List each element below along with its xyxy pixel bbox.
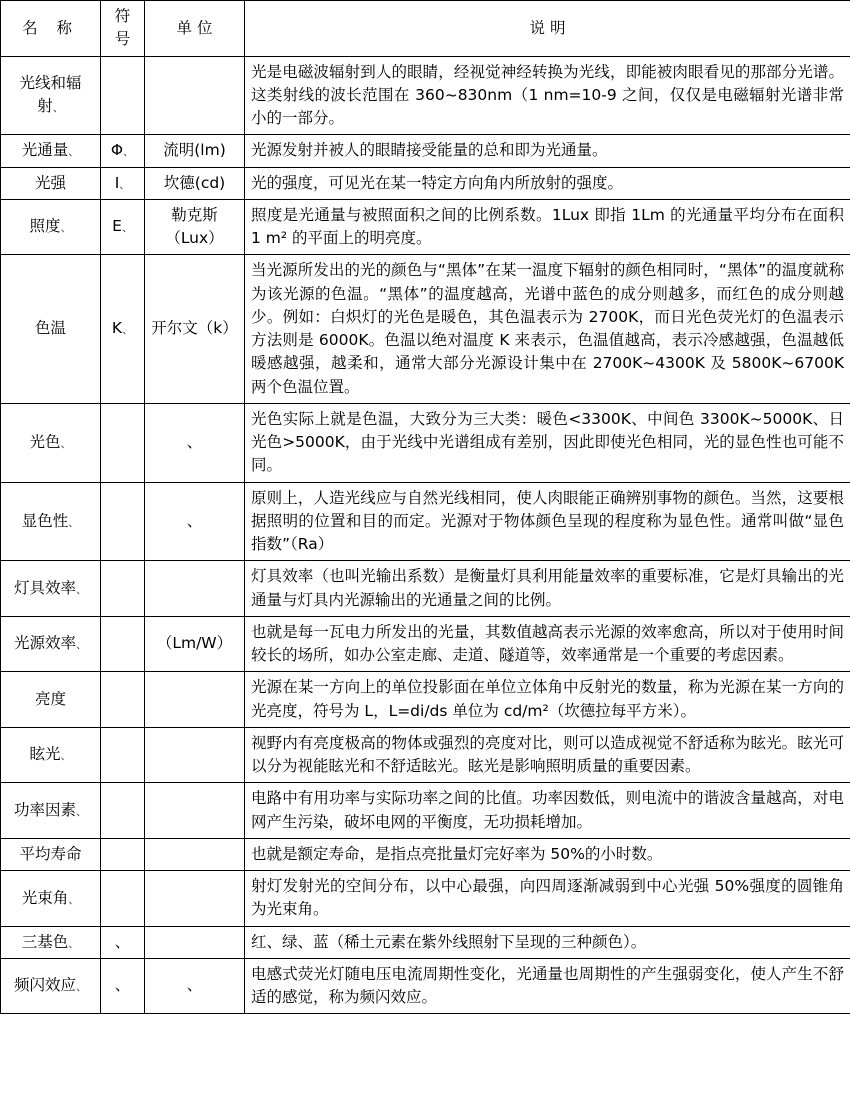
- table-row: [1, 672, 850, 728]
- cell-symbol-text: K: [111, 319, 123, 338]
- table-row: [1, 926, 850, 958]
- column-header-description: 说 明: [245, 1, 850, 57]
- cell-description: [245, 838, 850, 870]
- cell-symbol: [101, 199, 145, 255]
- cell-mark: 、: [119, 177, 131, 191]
- cell-symbol-text: E: [112, 217, 122, 236]
- cell-name: [1, 167, 101, 199]
- cell-symbol: [101, 783, 145, 839]
- cell-name-text: 平均寿命: [19, 844, 82, 863]
- cell-name-text: 三基色: [21, 932, 69, 951]
- column-header-symbol: [101, 1, 145, 57]
- cell-description-text: 也就是每一瓦电力所发出的光量，其数值越高表示光源的效率愈高，所以对于使用时间较长的场所，如办公室走廊、走道、隧道等，效率通常是一个重要的考虑因素。: [251, 622, 844, 664]
- cell-name: [1, 871, 101, 927]
- cell-unit: [145, 838, 245, 870]
- cell-unit: [145, 167, 245, 199]
- cell-mark: 、: [60, 437, 72, 450]
- cell-name: [1, 616, 101, 672]
- cell-unit: [145, 783, 245, 839]
- cell-mark: 、: [60, 221, 72, 235]
- cell-name-text: 功率因素: [13, 800, 76, 819]
- table-row: [1, 482, 850, 561]
- cell-unit: [145, 403, 245, 482]
- table-row: [1, 561, 850, 617]
- column-header-name: 名 称: [1, 1, 101, 57]
- cell-name: [1, 783, 101, 839]
- cell-name: [1, 56, 101, 135]
- table-row: [1, 255, 850, 404]
- cell-name-text: 光通量: [21, 141, 69, 160]
- cell-description: [245, 727, 850, 783]
- cell-symbol: [101, 403, 145, 482]
- cell-mark: 、: [68, 936, 80, 950]
- cell-mark: 、: [68, 515, 80, 529]
- cell-name: [1, 926, 101, 958]
- cell-unit: [145, 926, 245, 958]
- cell-mark: 、: [60, 749, 72, 763]
- cell-mark: 、: [68, 145, 80, 159]
- cell-unit-text: 勒克斯（Lux）: [165, 205, 224, 247]
- cell-mark: 、: [123, 145, 135, 159]
- cell-name-text: 光束角: [21, 888, 69, 907]
- cell-symbol: [101, 871, 145, 927]
- table-row: [1, 56, 850, 135]
- cell-description: [245, 672, 850, 728]
- cell-name: [1, 727, 101, 783]
- cell-description-text: 光是电磁波辐射到人的眼睛，经视觉神经转换为光线，即能被肉眼看见的那部分光谱。这类射线的波长范围在 360~830nm（1 nm=10-9 之间，仅仅是电磁辐射光谱非常小的一部分。: [251, 62, 844, 127]
- cell-description: [245, 783, 850, 839]
- cell-description-text: 当光源所发出的光的颜色与“黑体”在某一温度下辐射的颜色相同时，“黑体”的温度就称为该光源的色温。“黑体”的温度越高，光谱中蓝色的成分则越多，而红色的成分则越少。例如：白炽灯的光色是暖色，其色温表示为 2700K，而日光色荧光灯的色温表示方法则是 6000K。色温以绝对温度 K 来表示，色温值越高，表示冷感越强，色温越低暖感越强，越柔和，通常大部分光源设计集中在 2700K~4300K 及 5800K~6700K 两个色温位置。: [251, 261, 844, 396]
- table-row: [1, 958, 850, 1014]
- cell-name-text: 频闪效应: [13, 976, 76, 995]
- cell-symbol: [101, 255, 145, 404]
- cell-unit-text: 坎德(cd): [163, 173, 226, 192]
- cell-symbol: [101, 616, 145, 672]
- cell-name-text: 光强: [34, 173, 66, 192]
- cell-mark: 、: [76, 638, 87, 652]
- cell-description: [245, 926, 850, 958]
- cell-description: [245, 958, 850, 1014]
- cell-name: [1, 135, 101, 167]
- cell-name: [1, 199, 101, 255]
- cell-name: [1, 561, 101, 617]
- cell-description: [245, 135, 850, 167]
- cell-unit: [145, 672, 245, 728]
- cell-unit: [145, 727, 245, 783]
- cell-unit-text: 、: [186, 433, 203, 451]
- cell-description-text: 光源发射并被人的眼睛接受能量的总和即为光通量。: [251, 141, 608, 160]
- column-header-unit: 单 位: [145, 1, 245, 57]
- column-header-symbol-line1: 符: [114, 7, 131, 25]
- table-row: [1, 616, 850, 672]
- cell-mark: 、: [76, 804, 87, 818]
- cell-description: [245, 56, 850, 135]
- cell-description-text: 红、绿、蓝（稀土元素在紫外线照射下呈现的三种颜色）。: [251, 932, 647, 951]
- cell-symbol: [101, 167, 145, 199]
- cell-symbol: [101, 135, 145, 167]
- cell-description-text: 射灯发射光的空间分布，以中心最强，向四周逐渐减弱到中心光强 50%强度的圆锥角为光束角。: [251, 877, 844, 919]
- cell-description-text: 原则上，人造光线应与自然光线相同，使人肉眼能正确辨别事物的颜色。当然，这要根据照明的位置和目的而定。光源对于物体颜色呈现的程度称为显色性。通常叫做“显色指数”（Ra）: [251, 488, 844, 553]
- cell-unit-text: 、: [186, 511, 203, 530]
- cell-name-text: 眩光: [29, 745, 61, 764]
- cell-description-text: 照度是光通量与被照面积之间的比例系数。1Lux 即指 1Lm 的光通量平均分布在面积 1 m² 的平面上的明亮度。: [251, 205, 844, 247]
- cell-unit: [145, 561, 245, 617]
- cell-description-text: 光的强度，可见光在某一特定方向角内所放射的强度。: [251, 173, 624, 192]
- cell-symbol: [101, 838, 145, 870]
- cell-name-text: 显色性: [21, 511, 69, 530]
- cell-description-text: 光源在某一方向上的单位投影面在单位立体角中反射光的数量，称为光源在某一方向的光亮度，符号为 L，L=di/ds 单位为 cd/m²（坎德拉每平方米）。: [251, 678, 844, 720]
- table-row: [1, 403, 850, 482]
- cell-mark: 、: [76, 980, 87, 994]
- cell-unit-text: 开尔文（k）: [151, 319, 238, 338]
- cell-description-text: 电路中有用功率与实际功率之间的比值。功率因数低，则电流中的谐波含量越高，对电网产生污染，破坏电网的平衡度，无功损耗增加。: [251, 789, 844, 831]
- cell-unit: [145, 199, 245, 255]
- cell-unit-text: 流明(lm): [163, 141, 226, 160]
- cell-description-text: 光色实际上就是色温，大致分为三大类：暖色<3300K、中间色 3300K~5000K、日光色>5000K，由于光线中光谱组成有差别，因此即使光色相同，光的显色性也可能不同。: [251, 409, 844, 475]
- cell-description: [245, 403, 850, 482]
- cell-description-text: 也就是额定寿命，是指点亮批量灯完好率为 50%的小时数。: [251, 844, 663, 863]
- cell-mark: 、: [52, 101, 64, 115]
- cell-symbol: [101, 561, 145, 617]
- cell-description: [245, 255, 850, 404]
- table-header-row: [1, 1, 850, 57]
- table-row: [1, 783, 850, 839]
- cell-description: [245, 561, 850, 617]
- column-header-symbol-line2: 号: [114, 30, 131, 49]
- cell-symbol-text: 、: [114, 932, 131, 951]
- cell-symbol: [101, 958, 145, 1014]
- cell-name: [1, 672, 101, 728]
- cell-unit: [145, 871, 245, 927]
- cell-unit: [145, 135, 245, 167]
- cell-symbol-text: 、: [114, 976, 131, 995]
- cell-unit-text: （Lm/W）: [156, 634, 233, 653]
- cell-name: [1, 255, 101, 404]
- cell-symbol: [101, 482, 145, 561]
- cell-unit: [145, 958, 245, 1014]
- cell-description: [245, 199, 850, 255]
- cell-name-text: 光源效率: [13, 634, 76, 653]
- cell-unit: [145, 56, 245, 135]
- cell-symbol-text: Φ: [110, 141, 124, 160]
- cell-unit-text: 、: [186, 976, 203, 995]
- cell-symbol: [101, 672, 145, 728]
- table-body: [1, 56, 850, 1014]
- cell-name: [1, 958, 101, 1014]
- cell-symbol: [101, 926, 145, 958]
- table-row: [1, 199, 850, 255]
- cell-symbol: [101, 56, 145, 135]
- cell-name: [1, 838, 101, 870]
- cell-name: [1, 482, 101, 561]
- cell-mark: 、: [76, 582, 87, 596]
- table-row: [1, 871, 850, 927]
- cell-name-text: 光线和辐射: [19, 74, 82, 116]
- cell-unit: [145, 255, 245, 404]
- cell-mark: 、: [68, 892, 80, 906]
- cell-description-text: 灯具效率（也叫光输出系数）是衡量灯具利用能量效率的重要标准，它是灯具输出的光通量与灯具内光源输出的光通量之间的比例。: [251, 567, 844, 609]
- cell-unit: [145, 482, 245, 561]
- cell-description-text: 视野内有亮度极高的物体或强烈的亮度对比，则可以造成视觉不舒适称为眩光。眩光可以分为视能眩光和不舒适眩光。眩光是影响照明质量的重要因素。: [251, 733, 844, 775]
- table-row: [1, 727, 850, 783]
- cell-name-text: 亮度: [34, 689, 66, 708]
- cell-name-text: 光色: [29, 433, 61, 451]
- table-row: [1, 167, 850, 199]
- cell-name-text: 灯具效率: [13, 578, 76, 597]
- cell-symbol: [101, 727, 145, 783]
- cell-name-text: 照度: [29, 217, 61, 236]
- cell-name-text: 色温: [34, 319, 66, 338]
- cell-mark: 、: [122, 323, 134, 337]
- cell-mark: 、: [121, 221, 133, 235]
- cell-symbol-text: I: [114, 173, 120, 192]
- cell-description: [245, 482, 850, 561]
- cell-description: [245, 616, 850, 672]
- table-row: [1, 135, 850, 167]
- cell-description: [245, 871, 850, 927]
- cell-name: [1, 403, 101, 482]
- cell-description-text: 电感式荧光灯随电压电流周期性变化，光通量也周期性的产生强弱变化，使人产生不舒适的感觉，称为频闪效应。: [251, 964, 844, 1006]
- cell-description: [245, 167, 850, 199]
- cell-unit: [145, 616, 245, 672]
- table-row: [1, 838, 850, 870]
